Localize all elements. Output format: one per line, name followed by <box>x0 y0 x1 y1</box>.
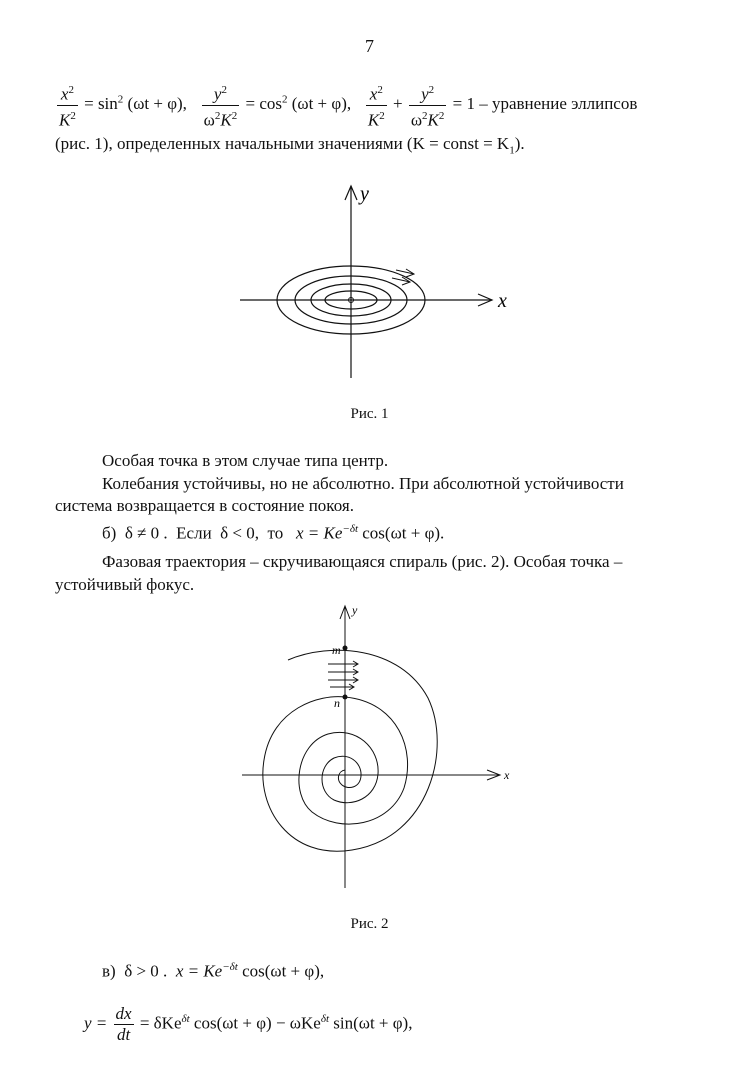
paragraph-spiral-2: устойчивый фокус. <box>55 575 195 594</box>
x-axis-label: x <box>504 768 510 782</box>
figure-1-caption: Рис. 1 <box>350 406 389 422</box>
case-c-line: в) δ > 0 . $x = Ke^{-\delta t}$ cos(ωt + φ), <box>102 961 325 981</box>
point-m-label: m <box>332 643 341 657</box>
point-m <box>343 646 348 651</box>
fraction-y: $\frac{y^2}{\omega^2K^2}$ <box>202 80 240 130</box>
text-line-fig1-ref: (рис. 1), определенных начальными значениями (K = const = $K_1$). <box>55 134 525 157</box>
x-axis-label: x <box>498 290 507 312</box>
paragraph-center: Особая точка в этом случае типа центр. <box>102 451 389 470</box>
paragraph-spiral-1: Фазовая траектория – скручивающаяся спираль (рис. 2). Особая точка – <box>102 552 623 571</box>
ellipse-equation: $\frac{x^2}{K^2}$ = $\sin^2 (\omega t + \varphi)$, $\frac{y^2}{\omega^2K^2}$ = $\cos^2 (\omega t + \varphi)$, $\frac{x^2}{K^2}$ + $\frac{y^2}{\omega^2K^2}$ = 1 – уравнение эллипсов <box>55 80 637 130</box>
figure-2-caption: Рис. 2 <box>350 916 389 932</box>
paragraph-stability-1: Колебания устойчивы, но не абсолютно. При абсолютной устойчивости <box>102 474 624 493</box>
figure-1-ellipses <box>220 178 520 388</box>
y-axis-label: y <box>352 603 358 617</box>
velocity-equation: y = $\frac{dx}{dt}$ = δKe$^{\delta t}$ cos(ωt + φ) − ωKe$^{\delta t}$ sin(ωt + φ), <box>84 1004 413 1044</box>
y-axis-label: y <box>360 183 369 205</box>
point-n <box>343 695 348 700</box>
fraction-x: $\frac{x^2}{K^2}$ <box>57 80 78 130</box>
figure-2-spiral <box>230 598 520 898</box>
point-n-label: n <box>334 696 340 710</box>
paragraph-stability-2: система возвращается в состояние покоя. <box>55 496 354 515</box>
flow-arrows <box>328 661 358 690</box>
case-b-line: б) δ ≠ 0 . Если δ < 0, то $x = Ke^{-\delta t}$ cos(ωt + φ). <box>102 523 445 543</box>
page-number: 7 <box>365 36 374 56</box>
